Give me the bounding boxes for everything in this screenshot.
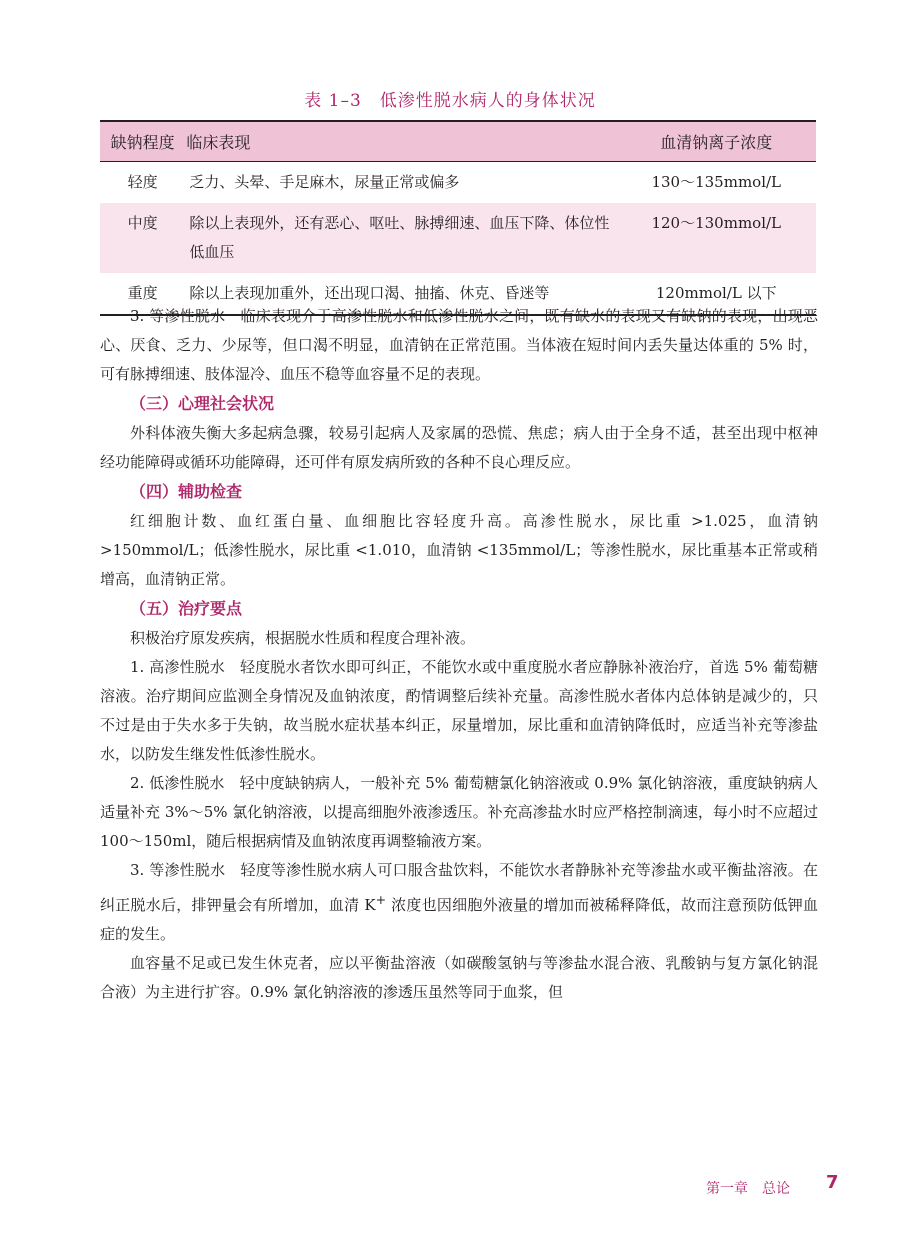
table-row bbox=[100, 203, 816, 273]
paragraph-treatment-isotonic bbox=[100, 856, 818, 949]
heading-auxiliary-exams: （四）辅助检查 bbox=[130, 482, 243, 501]
body-text bbox=[100, 302, 818, 1007]
table-cell: 乏力、头晕、手足麻木，尿量正常或偏多 bbox=[189, 173, 460, 191]
paragraph-treatment-hypotonic: 2. 低渗性脱水 轻中度缺钠病人，一般补充 5% 葡萄糖氯化钠溶液或 0.9% 氯化钠溶液，重度缺钠病人适量补充 3%～5% 氯化钠溶液，以提高细胞外液渗透压。补充高渗盐水时应严格控制滴速，每小时不应超过 100～150ml，随后根据病情及血钠浓度再调整输液方案。 bbox=[100, 774, 818, 850]
table-cell: 轻度 bbox=[127, 173, 158, 191]
table-cell: 除以上表现外，还有恶心、呕吐、脉搏细速、血压下降、体位性低血压 bbox=[185, 203, 616, 273]
table-cell: 130～135mmol/L bbox=[651, 173, 782, 191]
table-cell: 中度 bbox=[100, 203, 185, 273]
table-header-row bbox=[100, 121, 816, 162]
footer-chapter: 第一章 总论 bbox=[706, 1181, 790, 1197]
page-number: 7 bbox=[826, 1172, 839, 1193]
paragraph-isotonic-dehydration: 3. 等渗性脱水 临床表现介于高渗性脱水和低渗性脱水之间，既有缺水的表现又有缺钠的表现，出现恶心、厌食、乏力、少尿等，但口渴不明显，血清钠在正常范围。当体液在短时间内丢失量达体重的 5% 时，可有脉搏细速、肢体湿冷、血压不稳等血容量不足的表现。 bbox=[100, 307, 818, 383]
table-cell: 重度 bbox=[100, 273, 185, 315]
paragraph-volume-deficit: 血容量不足或已发生休克者，应以平衡盐溶液（如碳酸氢钠与等渗盐水混合液、乳酸钠与复方氯化钠混合液）为主进行扩容。0.9% 氯化钠溶液的渗透压虽然等同于血浆，但 bbox=[100, 954, 818, 1001]
paragraph-auxiliary-exams: 红细胞计数、血红蛋白量、血细胞比容轻度升高。高渗性脱水，尿比重 >1.025，血清钠 >150mmol/L；低渗性脱水，尿比重 <1.010，血清钠 <135mmol/L；等渗性脱水，尿比重基本正常或稍增高，血清钠正常。 bbox=[100, 512, 818, 588]
text-span: 浓度也因细胞外液量的增加而被稀释降低，故而注意预防低钾血症的发生。 bbox=[100, 896, 818, 943]
table-caption: 表 1–3 低渗性脱水病人的身体状况 bbox=[304, 91, 596, 111]
text-span: 3. 等渗性脱水 轻度等渗性脱水病人可口服含盐饮料，不能饮水者静脉补充等渗盐水或平衡盐溶液。在纠正脱水后，排钾量会有所增加，血清 K bbox=[100, 861, 818, 914]
paragraph-treatment-hypertonic: 1. 高渗性脱水 轻度脱水者饮水即可纠正，不能饮水或中重度脱水者应静脉补液治疗，首选 5% 葡萄糖溶液。治疗期间应监测全身情况及血钠浓度，酌情调整后续补充量。高渗性脱水者体内总体钠是减少的，只不过是由于失水多于失钠，故当脱水症状基本纠正，尿量增加，尿比重和血清钠降低时，应适当补充等渗盐水，以防发生继发性低渗性脱水。 bbox=[100, 658, 818, 763]
header-clinical-manifestation: 临床表现 bbox=[185, 121, 616, 162]
heading-treatment: （五）治疗要点 bbox=[130, 599, 243, 618]
sodium-deficit-table bbox=[100, 120, 816, 316]
header-sodium-deficit-level: 缺钠程度 bbox=[100, 121, 185, 162]
header-serum-sodium: 血清钠离子浓度 bbox=[617, 121, 817, 162]
table-cell: 120mmol/L 以下 bbox=[617, 273, 817, 315]
table-cell: 120～130mmol/L bbox=[617, 203, 817, 273]
superscript-plus: + bbox=[375, 892, 387, 907]
paragraph-psychosocial: 外科体液失衡大多起病急骤，较易引起病人及家属的恐慌、焦虑；病人由于全身不适，甚至出现中枢神经功能障碍或循环功能障碍，还可伴有原发病所致的各种不良心理反应。 bbox=[100, 424, 818, 471]
table-row bbox=[100, 162, 816, 204]
table-container bbox=[100, 120, 816, 316]
table-cell: 除以上表现加重外，还出现口渴、抽搐、休克、昏迷等 bbox=[185, 273, 616, 315]
paragraph-treatment-intro: 积极治疗原发疾病，根据脱水性质和程度合理补液。 bbox=[130, 629, 476, 647]
heading-psychosocial: （三）心理社会状况 bbox=[130, 394, 275, 413]
